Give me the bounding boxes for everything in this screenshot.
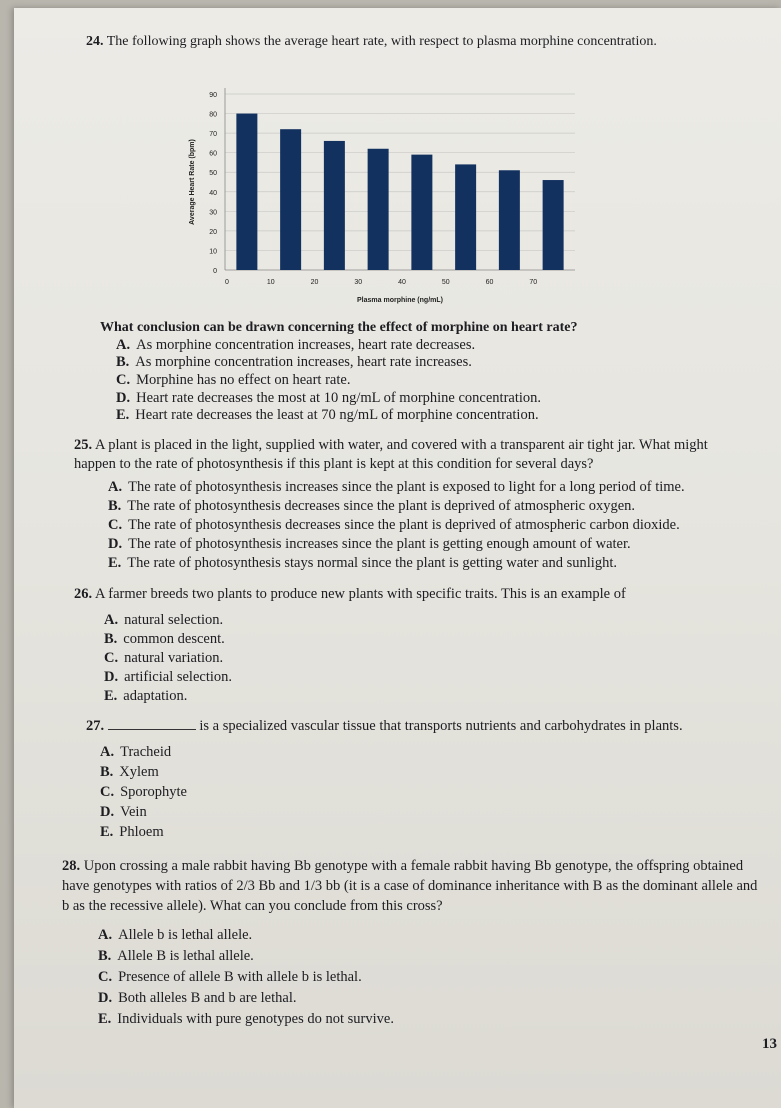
y-tick-label: 20	[209, 228, 217, 236]
q27-option-b[interactable]	[100, 763, 159, 782]
x-tick-label: 70	[529, 279, 538, 286]
option-text: artificial selection.	[124, 669, 233, 685]
question-text: A farmer breeds two plants to produce new plants with specific traits. This is an example of	[94, 586, 626, 602]
question-25-stem	[74, 436, 734, 474]
option-text: The rate of photosynthesis stays normal since the plant is getting water and sunlight.	[127, 555, 617, 571]
option-text: The rate of photosynthesis decreases since the plant is deprived of atmospheric oxygen.	[127, 498, 636, 514]
option-letter: B.	[100, 764, 114, 780]
option-text: common descent.	[123, 631, 225, 647]
option-text: natural variation.	[124, 650, 224, 666]
question-number: 27.	[86, 718, 105, 734]
q26-option-b[interactable]	[104, 630, 225, 649]
bar	[236, 114, 257, 270]
question-text: The following graph shows the average heart rate, with respect to plasma morphine concentration.	[106, 34, 657, 49]
bar-chart-svg	[180, 80, 600, 310]
option-text: Heart rate decreases the least at 70 ng/mL of morphine concentration.	[135, 407, 539, 423]
x-tick-label: 40	[398, 279, 406, 286]
q27-option-e[interactable]	[100, 823, 164, 842]
q26-option-c[interactable]	[104, 649, 223, 668]
q28-option-a[interactable]	[98, 926, 252, 945]
option-letter: C.	[98, 969, 113, 985]
y-tick-label: 90	[209, 92, 217, 99]
q26-option-a[interactable]	[104, 611, 223, 630]
y-tick-label: 60	[209, 150, 217, 158]
option-letter: B.	[108, 498, 122, 514]
option-letter: C.	[108, 517, 123, 533]
x-tick-label: 60	[485, 279, 494, 286]
option-text: The rate of photosynthesis decreases since the plant is deprived of atmospheric carbon dioxide.	[128, 517, 680, 533]
bar	[455, 164, 476, 270]
q25-option-e[interactable]	[108, 554, 617, 573]
q26-option-d[interactable]	[104, 668, 232, 687]
y-tick-label: 80	[209, 111, 217, 119]
option-text: As morphine concentration increases, heart rate increases.	[135, 354, 472, 370]
option-letter: E.	[100, 824, 114, 840]
option-letter: B.	[116, 354, 130, 370]
q24-option-c[interactable]	[116, 371, 350, 390]
option-letter: E.	[116, 407, 130, 423]
option-letter: D.	[104, 669, 119, 685]
q25-option-a[interactable]	[108, 478, 685, 497]
option-letter: C.	[104, 650, 119, 666]
option-text: Allele b is lethal allele.	[118, 927, 253, 943]
question-27-stem	[86, 717, 766, 736]
answer-blank	[108, 729, 196, 730]
x-axis-title: Plasma morphine (ng/mL)	[357, 297, 443, 304]
option-letter: A.	[108, 479, 123, 495]
option-text: Heart rate decreases the most at 10 ng/mL of morphine concentration.	[136, 390, 542, 406]
y-tick-label: 70	[209, 131, 217, 139]
bar	[543, 180, 564, 270]
q25-option-d[interactable]	[108, 535, 631, 554]
option-letter: A.	[104, 612, 119, 628]
option-letter: E.	[104, 688, 118, 704]
option-text: Both alleles B and b are lethal.	[118, 990, 297, 1006]
option-text: The rate of photosynthesis increases since the plant is exposed to light for a long period of time.	[128, 479, 685, 495]
x-tick-label: 0	[225, 279, 229, 286]
option-text: As morphine concentration increases, heart rate decreases.	[136, 337, 476, 353]
q27-option-d[interactable]	[100, 803, 147, 822]
y-tick-label: 50	[209, 170, 217, 178]
question-28-stem	[62, 856, 762, 916]
option-letter: C.	[116, 372, 131, 388]
bar	[368, 149, 389, 270]
x-tick-label: 30	[354, 279, 363, 286]
option-letter: B.	[104, 631, 118, 647]
option-text: Allele B is lethal allele.	[117, 948, 254, 964]
q24-option-e[interactable]	[116, 406, 539, 425]
option-letter: B.	[98, 948, 112, 964]
option-text: natural selection.	[124, 612, 224, 628]
option-text: Vein	[120, 804, 147, 820]
option-text: Morphine has no effect on heart rate.	[136, 372, 351, 388]
option-text: Individuals with pure genotypes do not survive.	[117, 1011, 394, 1027]
question-24-prompt: What conclusion can be drawn concerning the effect of morphine on heart rate?	[100, 320, 578, 335]
option-letter: A.	[116, 337, 131, 353]
question-text: A plant is placed in the light, supplied with water, and covered with a transparent air tight jar. What might happen to the rate of photosynthesis if this plant is kept at this condition for several days?	[74, 437, 708, 472]
q26-option-e[interactable]	[104, 687, 187, 706]
bar	[280, 129, 301, 270]
option-text: Presence of allele B with allele b is lethal.	[118, 969, 362, 985]
q27-option-c[interactable]	[100, 783, 187, 802]
q28-option-e[interactable]	[98, 1010, 394, 1029]
page-number: 13	[762, 1036, 777, 1052]
y-tick-label: 10	[209, 248, 217, 256]
option-letter: A.	[98, 927, 113, 943]
question-text: is a specialized vascular tissue that transports nutrients and carbohydrates in plants.	[199, 718, 683, 734]
y-tick-label: 40	[209, 189, 217, 197]
option-letter: E.	[98, 1011, 112, 1027]
x-tick-label: 50	[441, 279, 450, 286]
q25-option-b[interactable]	[108, 497, 635, 516]
option-text: Tracheid	[120, 744, 172, 760]
q24-option-b[interactable]	[116, 353, 472, 372]
question-number: 28.	[62, 858, 81, 874]
q25-option-c[interactable]	[108, 516, 680, 535]
q27-option-a[interactable]	[100, 743, 171, 762]
question-text: Upon crossing a male rabbit having Bb genotype with a female rabbit having Bb genotype, the offspring obtained have genotypes with ratios of 2/3 Bb and 1/3 bb (it is a case of dominance inheritance with B as the dominant allele and b as the recessive allele). What can you conclude from this cross?	[62, 858, 758, 914]
bar	[411, 155, 432, 270]
y-tick-label: 0	[213, 268, 217, 275]
x-tick-label: 10	[266, 279, 275, 286]
question-26-stem	[74, 585, 744, 604]
option-letter: D.	[100, 804, 115, 820]
option-text: Sporophyte	[120, 784, 187, 800]
q28-option-c[interactable]	[98, 968, 362, 987]
option-text: Xylem	[119, 764, 159, 780]
option-letter: D.	[98, 990, 113, 1006]
question-number: 24.	[86, 34, 104, 49]
question-number: 25.	[74, 437, 93, 453]
option-letter: C.	[100, 784, 115, 800]
q28-option-d[interactable]	[98, 989, 297, 1008]
heart-rate-chart	[180, 80, 600, 310]
option-text: adaptation.	[123, 688, 188, 704]
option-letter: A.	[100, 744, 115, 760]
option-text: Phloem	[119, 824, 164, 840]
q28-option-b[interactable]	[98, 947, 254, 966]
option-text: The rate of photosynthesis increases since the plant is getting enough amount of water.	[128, 536, 631, 552]
question-number: 26.	[74, 586, 93, 602]
bar	[324, 141, 345, 270]
option-letter: D.	[116, 390, 131, 406]
x-tick-label: 20	[310, 279, 319, 286]
question-24-stem	[86, 32, 776, 51]
option-letter: D.	[108, 536, 123, 552]
y-axis-title: Average Heart Rate (bpm)	[189, 139, 196, 225]
bar	[499, 170, 520, 270]
option-letter: E.	[108, 555, 122, 571]
y-tick-label: 30	[209, 209, 217, 217]
